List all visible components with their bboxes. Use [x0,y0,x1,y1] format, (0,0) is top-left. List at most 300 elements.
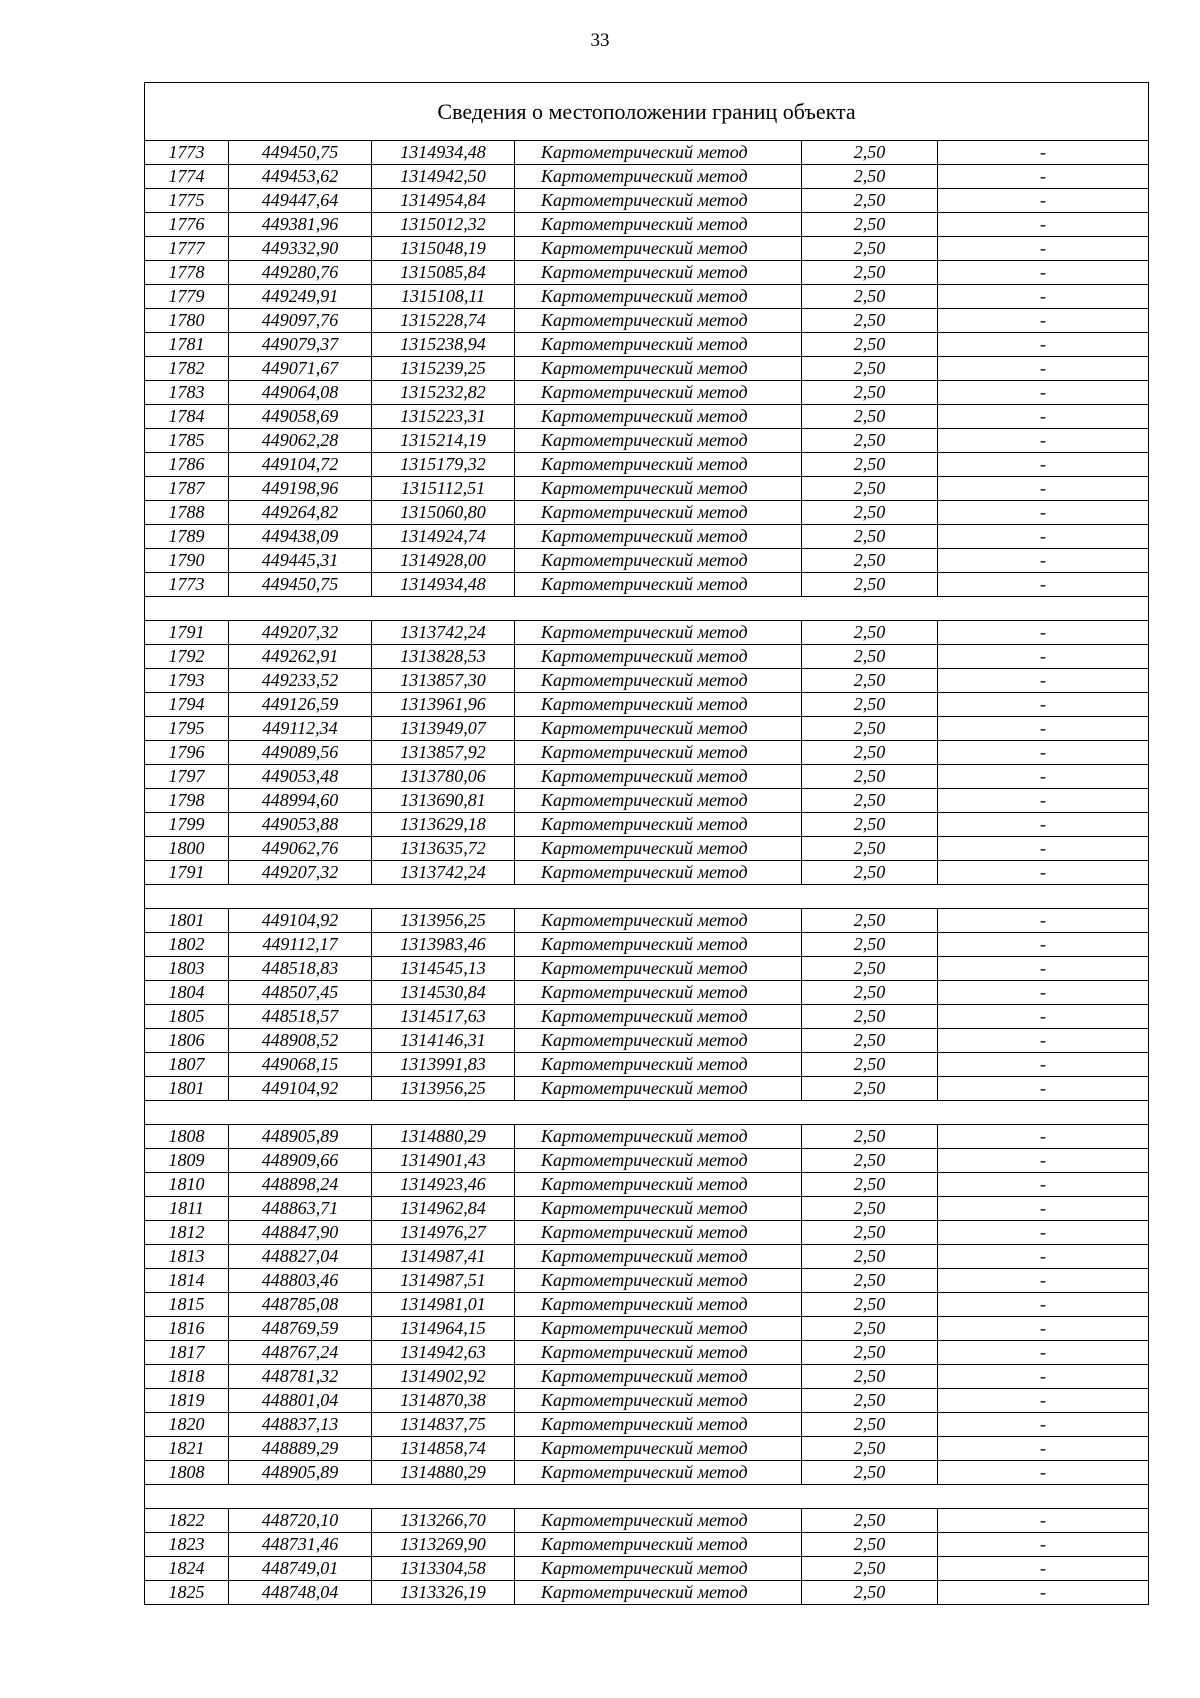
point-number-cell: 1791 [145,861,229,885]
table-row [145,1029,1149,1053]
x-coordinate-cell: 449104,92 [229,909,372,933]
method-cell: Картометрический метод [515,717,802,741]
x-coordinate-cell: 448898,24 [229,1173,372,1197]
x-coordinate-cell: 449079,37 [229,333,372,357]
table-row [145,381,1149,405]
method-cell: Картометрический метод [515,1197,802,1221]
table-row [145,165,1149,189]
table-row [145,549,1149,573]
point-number-cell: 1783 [145,381,229,405]
x-coordinate-cell: 449198,96 [229,477,372,501]
x-coordinate-cell: 449262,91 [229,645,372,669]
table-row [145,1173,1149,1197]
point-number-cell: 1776 [145,213,229,237]
x-coordinate-cell: 449249,91 [229,285,372,309]
method-cell: Картометрический метод [515,501,802,525]
x-coordinate-cell: 449097,76 [229,309,372,333]
description-cell: - [938,981,1149,1005]
method-cell: Картометрический метод [515,1173,802,1197]
method-cell: Картометрический метод [515,669,802,693]
y-coordinate-cell: 1313326,19 [372,1581,515,1605]
y-coordinate-cell: 1314146,31 [372,1029,515,1053]
description-cell: - [938,1533,1149,1557]
y-coordinate-cell: 1313690,81 [372,789,515,813]
table-row [145,813,1149,837]
method-cell: Картометрический метод [515,1005,802,1029]
accuracy-cell: 2,50 [802,957,938,981]
point-number-cell: 1816 [145,1317,229,1341]
table-row [145,1341,1149,1365]
table-row [145,1221,1149,1245]
table-row [145,1365,1149,1389]
table-row [145,1461,1149,1485]
x-coordinate-cell: 448507,45 [229,981,372,1005]
method-cell: Картометрический метод [515,645,802,669]
x-coordinate-cell: 449062,28 [229,429,372,453]
x-coordinate-cell: 448909,66 [229,1149,372,1173]
y-coordinate-cell: 1313949,07 [372,717,515,741]
x-coordinate-cell: 449280,76 [229,261,372,285]
method-cell: Картометрический метод [515,861,802,885]
description-cell: - [938,813,1149,837]
group-separator-row [145,885,1149,909]
point-number-cell: 1773 [145,573,229,597]
x-coordinate-cell: 449445,31 [229,549,372,573]
x-coordinate-cell: 449112,17 [229,933,372,957]
y-coordinate-cell: 1315238,94 [372,333,515,357]
method-cell: Картометрический метод [515,1461,802,1485]
accuracy-cell: 2,50 [802,765,938,789]
point-number-cell: 1782 [145,357,229,381]
y-coordinate-cell: 1313742,24 [372,861,515,885]
y-coordinate-cell: 1314976,27 [372,1221,515,1245]
y-coordinate-cell: 1314837,75 [372,1413,515,1437]
point-number-cell: 1805 [145,1005,229,1029]
point-number-cell: 1773 [145,141,229,165]
description-cell: - [938,477,1149,501]
description-cell: - [938,1245,1149,1269]
table-row [145,1269,1149,1293]
method-cell: Картометрический метод [515,1245,802,1269]
accuracy-cell: 2,50 [802,789,938,813]
point-number-cell: 1787 [145,477,229,501]
description-cell: - [938,1509,1149,1533]
description-cell: - [938,501,1149,525]
accuracy-cell: 2,50 [802,501,938,525]
table-row [145,525,1149,549]
description-cell: - [938,573,1149,597]
method-cell: Картометрический метод [515,357,802,381]
point-number-cell: 1784 [145,405,229,429]
table-row [145,621,1149,645]
point-number-cell: 1823 [145,1533,229,1557]
description-cell: - [938,237,1149,261]
accuracy-cell: 2,50 [802,357,938,381]
description-cell: - [938,1317,1149,1341]
accuracy-cell: 2,50 [802,1317,938,1341]
point-number-cell: 1799 [145,813,229,837]
x-coordinate-cell: 448847,90 [229,1221,372,1245]
accuracy-cell: 2,50 [802,381,938,405]
accuracy-cell: 2,50 [802,333,938,357]
point-number-cell: 1812 [145,1221,229,1245]
y-coordinate-cell: 1313635,72 [372,837,515,861]
table-row [145,189,1149,213]
accuracy-cell: 2,50 [802,1341,938,1365]
accuracy-cell: 2,50 [802,165,938,189]
y-coordinate-cell: 1314530,84 [372,981,515,1005]
table-row [145,1581,1149,1605]
accuracy-cell: 2,50 [802,1461,938,1485]
point-number-cell: 1811 [145,1197,229,1221]
table-row [145,405,1149,429]
description-cell: - [938,1149,1149,1173]
method-cell: Картометрический метод [515,453,802,477]
y-coordinate-cell: 1314987,41 [372,1245,515,1269]
accuracy-cell: 2,50 [802,1533,938,1557]
point-number-cell: 1774 [145,165,229,189]
point-number-cell: 1781 [145,333,229,357]
x-coordinate-cell: 449071,67 [229,357,372,381]
method-cell: Картометрический метод [515,165,802,189]
group-separator-cell [145,597,1149,621]
point-number-cell: 1786 [145,453,229,477]
description-cell: - [938,141,1149,165]
accuracy-cell: 2,50 [802,933,938,957]
method-cell: Картометрический метод [515,765,802,789]
method-cell: Картометрический метод [515,405,802,429]
y-coordinate-cell: 1313269,90 [372,1533,515,1557]
x-coordinate-cell: 448889,29 [229,1437,372,1461]
y-coordinate-cell: 1315239,25 [372,357,515,381]
point-number-cell: 1809 [145,1149,229,1173]
x-coordinate-cell: 449207,32 [229,621,372,645]
y-coordinate-cell: 1314880,29 [372,1125,515,1149]
x-coordinate-cell: 449264,82 [229,501,372,525]
method-cell: Картометрический метод [515,693,802,717]
y-coordinate-cell: 1314924,74 [372,525,515,549]
table-row [145,501,1149,525]
x-coordinate-cell: 448827,04 [229,1245,372,1269]
point-number-cell: 1789 [145,525,229,549]
accuracy-cell: 2,50 [802,1125,938,1149]
method-cell: Картометрический метод [515,1221,802,1245]
group-separator-cell [145,1485,1149,1509]
x-coordinate-cell: 448749,01 [229,1557,372,1581]
method-cell: Картометрический метод [515,981,802,1005]
description-cell: - [938,285,1149,309]
table-row [145,1557,1149,1581]
y-coordinate-cell: 1315012,32 [372,213,515,237]
description-cell: - [938,1053,1149,1077]
point-number-cell: 1804 [145,981,229,1005]
method-cell: Картометрический метод [515,933,802,957]
table-row [145,669,1149,693]
accuracy-cell: 2,50 [802,1413,938,1437]
y-coordinate-cell: 1315085,84 [372,261,515,285]
method-cell: Картометрический метод [515,549,802,573]
point-number-cell: 1806 [145,1029,229,1053]
table-row [145,429,1149,453]
y-coordinate-cell: 1314517,63 [372,1005,515,1029]
accuracy-cell: 2,50 [802,1557,938,1581]
table-row [145,1149,1149,1173]
accuracy-cell: 2,50 [802,1221,938,1245]
point-number-cell: 1802 [145,933,229,957]
point-number-cell: 1792 [145,645,229,669]
accuracy-cell: 2,50 [802,981,938,1005]
method-cell: Картометрический метод [515,1077,802,1101]
method-cell: Картометрический метод [515,309,802,333]
method-cell: Картометрический метод [515,1389,802,1413]
accuracy-cell: 2,50 [802,1197,938,1221]
x-coordinate-cell: 449126,59 [229,693,372,717]
y-coordinate-cell: 1314964,15 [372,1317,515,1341]
point-number-cell: 1824 [145,1557,229,1581]
description-cell: - [938,693,1149,717]
x-coordinate-cell: 448518,83 [229,957,372,981]
point-number-cell: 1788 [145,501,229,525]
x-coordinate-cell: 448801,04 [229,1389,372,1413]
method-cell: Картометрический метод [515,1533,802,1557]
y-coordinate-cell: 1314870,38 [372,1389,515,1413]
point-number-cell: 1801 [145,909,229,933]
table-row [145,1125,1149,1149]
description-cell: - [938,645,1149,669]
point-number-cell: 1815 [145,1293,229,1317]
x-coordinate-cell: 448863,71 [229,1197,372,1221]
method-cell: Картометрический метод [515,909,802,933]
table-row [145,213,1149,237]
y-coordinate-cell: 1315108,11 [372,285,515,309]
accuracy-cell: 2,50 [802,717,938,741]
y-coordinate-cell: 1313828,53 [372,645,515,669]
x-coordinate-cell: 449112,34 [229,717,372,741]
description-cell: - [938,429,1149,453]
group-separator-row [145,1101,1149,1125]
method-cell: Картометрический метод [515,621,802,645]
y-coordinate-cell: 1314928,00 [372,549,515,573]
x-coordinate-cell: 449104,92 [229,1077,372,1101]
description-cell: - [938,1029,1149,1053]
y-coordinate-cell: 1313956,25 [372,1077,515,1101]
point-number-cell: 1796 [145,741,229,765]
method-cell: Картометрический метод [515,237,802,261]
table-row [145,477,1149,501]
y-coordinate-cell: 1314942,50 [372,165,515,189]
x-coordinate-cell: 448785,08 [229,1293,372,1317]
x-coordinate-cell: 449381,96 [229,213,372,237]
x-coordinate-cell: 448908,52 [229,1029,372,1053]
y-coordinate-cell: 1313629,18 [372,813,515,837]
description-cell: - [938,1077,1149,1101]
table-row [145,333,1149,357]
y-coordinate-cell: 1314942,63 [372,1341,515,1365]
method-cell: Картометрический метод [515,573,802,597]
description-cell: - [938,525,1149,549]
description-cell: - [938,669,1149,693]
description-cell: - [938,453,1149,477]
accuracy-cell: 2,50 [802,909,938,933]
description-cell: - [938,933,1149,957]
table-row [145,1293,1149,1317]
accuracy-cell: 2,50 [802,1173,938,1197]
method-cell: Картометрический метод [515,1149,802,1173]
x-coordinate-cell: 449332,90 [229,237,372,261]
point-number-cell: 1807 [145,1053,229,1077]
y-coordinate-cell: 1314987,51 [372,1269,515,1293]
x-coordinate-cell: 448994,60 [229,789,372,813]
table-row [145,837,1149,861]
table-title: Сведения о местоположении границ объекта [145,83,1149,141]
point-number-cell: 1795 [145,717,229,741]
table-row [145,1413,1149,1437]
point-number-cell: 1814 [145,1269,229,1293]
description-cell: - [938,861,1149,885]
table-row [145,453,1149,477]
x-coordinate-cell: 449062,76 [229,837,372,861]
x-coordinate-cell: 449438,09 [229,525,372,549]
method-cell: Картометрический метод [515,1413,802,1437]
description-cell: - [938,1413,1149,1437]
x-coordinate-cell: 449058,69 [229,405,372,429]
point-number-cell: 1785 [145,429,229,453]
x-coordinate-cell: 449104,72 [229,453,372,477]
x-coordinate-cell: 448803,46 [229,1269,372,1293]
x-coordinate-cell: 449207,32 [229,861,372,885]
point-number-cell: 1775 [145,189,229,213]
point-number-cell: 1800 [145,837,229,861]
x-coordinate-cell: 449068,15 [229,1053,372,1077]
description-cell: - [938,165,1149,189]
point-number-cell: 1798 [145,789,229,813]
point-number-cell: 1794 [145,693,229,717]
x-coordinate-cell: 449064,08 [229,381,372,405]
y-coordinate-cell: 1315223,31 [372,405,515,429]
accuracy-cell: 2,50 [802,693,938,717]
method-cell: Картометрический метод [515,1437,802,1461]
accuracy-cell: 2,50 [802,1365,938,1389]
point-number-cell: 1819 [145,1389,229,1413]
table-row [145,285,1149,309]
accuracy-cell: 2,50 [802,237,938,261]
y-coordinate-cell: 1314923,46 [372,1173,515,1197]
y-coordinate-cell: 1314880,29 [372,1461,515,1485]
group-separator-row [145,1485,1149,1509]
description-cell: - [938,405,1149,429]
x-coordinate-cell: 449089,56 [229,741,372,765]
description-cell: - [938,957,1149,981]
point-number-cell: 1822 [145,1509,229,1533]
table-row [145,909,1149,933]
table-row [145,1509,1149,1533]
table-row [145,573,1149,597]
table-row [145,717,1149,741]
point-number-cell: 1777 [145,237,229,261]
x-coordinate-cell: 449450,75 [229,573,372,597]
description-cell: - [938,1557,1149,1581]
x-coordinate-cell: 448767,24 [229,1341,372,1365]
description-cell: - [938,1581,1149,1605]
method-cell: Картометрический метод [515,1293,802,1317]
x-coordinate-cell: 448748,04 [229,1581,372,1605]
accuracy-cell: 2,50 [802,837,938,861]
point-number-cell: 1821 [145,1437,229,1461]
y-coordinate-cell: 1315232,82 [372,381,515,405]
method-cell: Картометрический метод [515,1125,802,1149]
accuracy-cell: 2,50 [802,573,938,597]
table-row [145,765,1149,789]
y-coordinate-cell: 1313857,30 [372,669,515,693]
y-coordinate-cell: 1315060,80 [372,501,515,525]
y-coordinate-cell: 1313991,83 [372,1053,515,1077]
y-coordinate-cell: 1313983,46 [372,933,515,957]
y-coordinate-cell: 1313961,96 [372,693,515,717]
table-row [145,981,1149,1005]
method-cell: Картометрический метод [515,789,802,813]
accuracy-cell: 2,50 [802,1149,938,1173]
page-number: 33 [590,30,610,51]
x-coordinate-cell: 448518,57 [229,1005,372,1029]
y-coordinate-cell: 1314858,74 [372,1437,515,1461]
x-coordinate-cell: 449233,52 [229,669,372,693]
point-number-cell: 1803 [145,957,229,981]
method-cell: Картометрический метод [515,141,802,165]
description-cell: - [938,1173,1149,1197]
description-cell: - [938,1005,1149,1029]
y-coordinate-cell: 1313857,92 [372,741,515,765]
description-cell: - [938,549,1149,573]
description-cell: - [938,1293,1149,1317]
x-coordinate-cell: 448905,89 [229,1461,372,1485]
accuracy-cell: 2,50 [802,1581,938,1605]
accuracy-cell: 2,50 [802,1293,938,1317]
description-cell: - [938,333,1149,357]
y-coordinate-cell: 1313266,70 [372,1509,515,1533]
table-row [145,1317,1149,1341]
description-cell: - [938,189,1149,213]
description-cell: - [938,717,1149,741]
point-number-cell: 1810 [145,1173,229,1197]
table-row [145,357,1149,381]
method-cell: Картометрический метод [515,333,802,357]
method-cell: Картометрический метод [515,261,802,285]
description-cell: - [938,837,1149,861]
x-coordinate-cell: 448731,46 [229,1533,372,1557]
accuracy-cell: 2,50 [802,741,938,765]
table-row [145,1437,1149,1461]
method-cell: Картометрический метод [515,837,802,861]
method-cell: Картометрический метод [515,1029,802,1053]
method-cell: Картометрический метод [515,1557,802,1581]
table-row [145,1077,1149,1101]
description-cell: - [938,261,1149,285]
table-row [145,1389,1149,1413]
y-coordinate-cell: 1314934,48 [372,573,515,597]
method-cell: Картометрический метод [515,381,802,405]
accuracy-cell: 2,50 [802,525,938,549]
table-row [145,1245,1149,1269]
method-cell: Картометрический метод [515,525,802,549]
point-number-cell: 1808 [145,1125,229,1149]
description-cell: - [938,381,1149,405]
table-row [145,693,1149,717]
description-cell: - [938,357,1149,381]
method-cell: Картометрический метод [515,1581,802,1605]
accuracy-cell: 2,50 [802,1509,938,1533]
description-cell: - [938,789,1149,813]
accuracy-cell: 2,50 [802,285,938,309]
